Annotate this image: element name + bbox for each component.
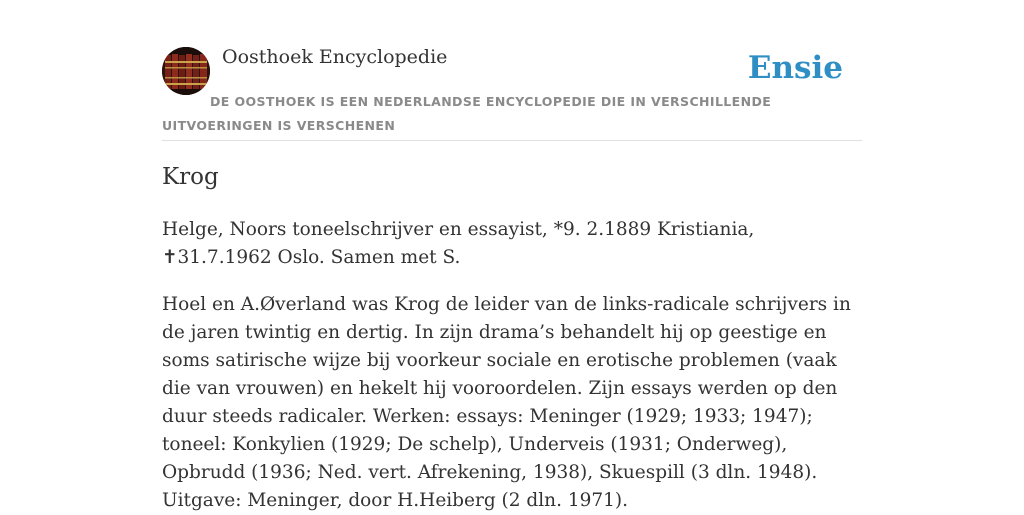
site-tagline: DE OOSTHOEK IS EEN NEDERLANDSE ENCYCLOPEDIE DIE IN VERSCHILLENDE UITVOERINGEN IS VERSCHENEN xyxy=(162,94,772,133)
encyclopedia-books-icon[interactable] xyxy=(162,47,210,95)
article-title: Krog xyxy=(162,164,219,190)
article-paragraph: Hoel en A.Øverland was Krog de leider van de links-radicale schrijvers in de jaren twintig en dertig. In zijn drama’s behandelt hij op geestige en soms satirische wijze bij voorkeur sociale en erotische problemen (vaak die van vrouwen) en hekelt hij vooroordelen. Zijn essays werden op den duur steeds radicaler. Werken: essays: Meninger (1929; 1933; 1947); toneel: Konkylien (1929; De schelp), Underveis (1931; Onderweg), Opbrudd (1936; Ned. vert. Afrekening, 1938), Skuespill (3 dln. 1948). Uitgave: Meninger, door H.Heiberg (2 dln. 1971). xyxy=(162,294,851,511)
site-header xyxy=(162,0,862,141)
site-title[interactable]: Oosthoek Encyclopedie xyxy=(222,46,448,68)
page xyxy=(162,0,862,511)
article-paragraph: Helge, Noors toneelschrijver en essayist, *9. 2.1889 Kristiania, ✝31.7.1962 Oslo. Samen met S. xyxy=(162,219,755,268)
brand-logo[interactable]: Ensie xyxy=(747,50,843,86)
